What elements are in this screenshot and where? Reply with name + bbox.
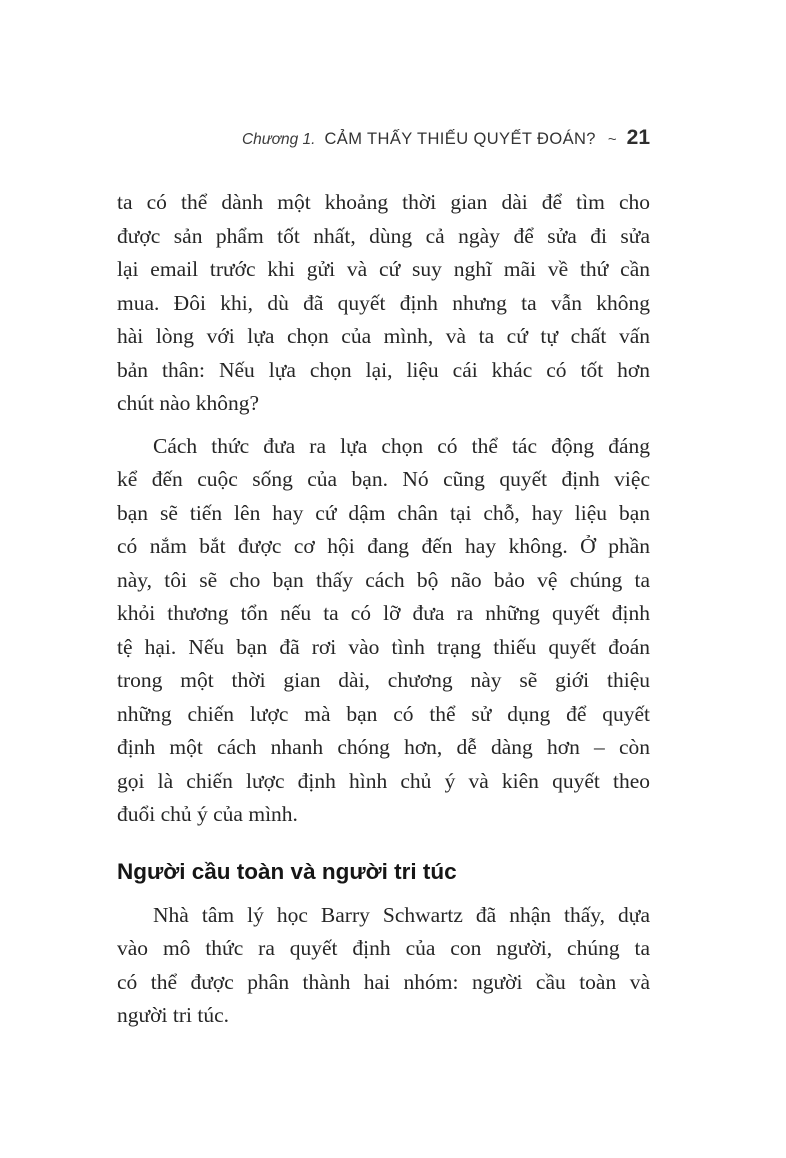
text-line: bản thân: Nếu lựa chọn lại, liệu cái khác có tốt hơn [117, 357, 650, 382]
text-line: tệ hại. Nếu bạn đã rơi vào tình trạng thiếu quyết đoán [117, 634, 650, 659]
running-header [117, 126, 650, 150]
text-line: vào mô thức ra quyết định của con người, chúng ta [117, 936, 650, 960]
text-line: định một cách nhanh chóng hơn, dễ dàng hơn – còn [117, 735, 650, 759]
paragraph [117, 186, 650, 421]
text-line: Nhà tâm lý học Barry Schwartz đã nhận thấy, dựa [153, 902, 650, 927]
text-line: khỏi thương tổn nếu ta có lỡ đưa ra những quyết định [117, 601, 650, 625]
text-line: chút nào không? [117, 391, 260, 415]
text-line: được sản phẩm tốt nhất, dùng cả ngày để sửa đi sửa [117, 223, 650, 248]
text-line: bạn sẽ tiến lên hay cứ dậm chân tại chỗ, hay liệu bạn [117, 500, 650, 525]
text-line: những chiến lược mà bạn có thể sử dụng để quyết [117, 701, 650, 726]
header-separator: ~ [607, 131, 617, 148]
paragraph [117, 899, 650, 1033]
text-line: có thể được phân thành hai nhóm: người cầu toàn và [117, 969, 650, 994]
text-line: có nắm bắt được cơ hội đang đến hay không. Ở phần [117, 534, 650, 558]
text-line: đuổi chủ ý của mình. [117, 802, 298, 826]
text-line: ta có thể dành một khoảng thời gian dài để tìm cho [117, 190, 650, 214]
text-line: người tri túc. [117, 1003, 229, 1027]
page-body [117, 186, 650, 1042]
text-line: lại email trước khi gửi và cứ suy nghĩ mãi về thứ cần [117, 257, 650, 281]
page-number: 21 [626, 126, 650, 149]
chapter-title: CẢM THẤY THIẾU QUYẾT ĐOÁN? [324, 130, 596, 148]
chapter-label: Chương 1. [241, 131, 316, 148]
text-line: Cách thức đưa ra lựa chọn có thể tác động đáng [153, 433, 650, 458]
text-line: này, tôi sẽ cho bạn thấy cách bộ não bảo vệ chúng ta [117, 567, 650, 592]
text-line: gọi là chiến lược định hình chủ ý và kiên quyết theo [117, 768, 650, 793]
text-line: mua. Đôi khi, dù đã quyết định nhưng ta vẫn không [117, 290, 650, 315]
section-heading: Người cầu toàn và người tri túc [117, 858, 457, 884]
text-line: kể đến cuộc sống của bạn. Nó cũng quyết định việc [117, 467, 650, 491]
text-line: hài lòng với lựa chọn của mình, và ta cứ tự chất vấn [117, 324, 650, 348]
text-line: trong một thời gian dài, chương này sẽ giới thiệu [117, 668, 650, 692]
paragraph [117, 430, 650, 832]
